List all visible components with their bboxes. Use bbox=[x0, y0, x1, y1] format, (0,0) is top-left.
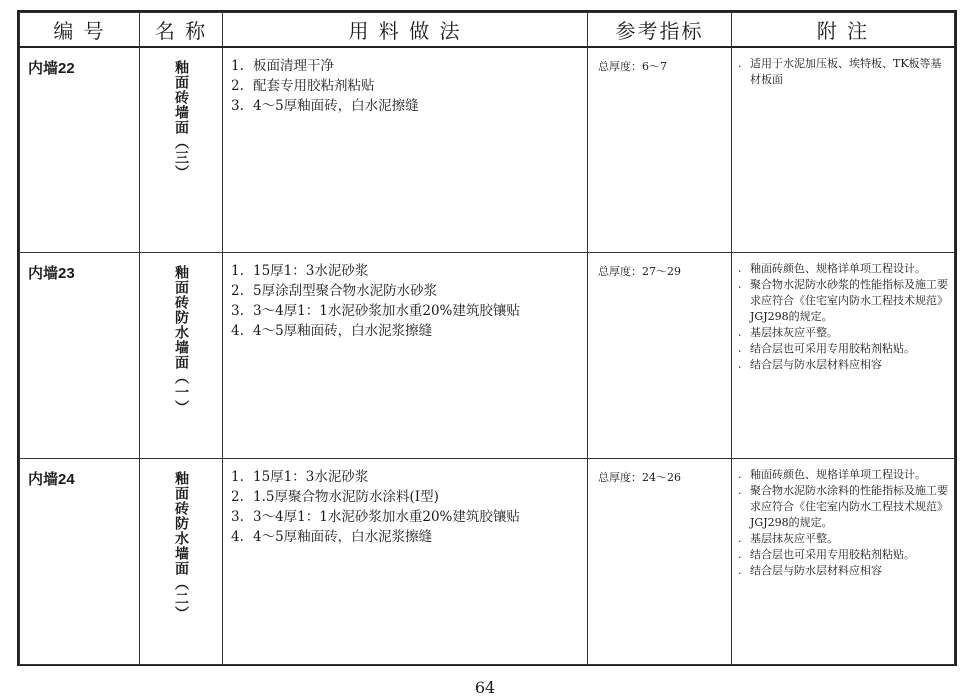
note-item: . 基层抹灰应平整。 bbox=[738, 326, 838, 339]
method-cell bbox=[223, 47, 588, 253]
header-notes: 附 注 bbox=[732, 13, 955, 47]
header-index: 参考指标 bbox=[588, 13, 732, 47]
note-item: . 结合层与防水层材料应相容 bbox=[738, 358, 882, 371]
note-item: . 聚合物水泥防水砂浆的性能指标及施工要求应符合《住宅室内防水工程技术规范》JGJ298的规定。 bbox=[738, 278, 948, 323]
note-item: . 适用于水泥加压板、埃特板、TK板等基材板面 bbox=[738, 56, 942, 86]
note-item: . 结合层也可采用专用胶粘剂粘贴。 bbox=[738, 548, 915, 561]
construction-spec-table bbox=[19, 12, 955, 665]
table-row bbox=[20, 47, 955, 253]
notes-cell bbox=[732, 459, 955, 665]
item-name-cell bbox=[140, 47, 223, 253]
total-thickness: 总厚度：24～26 bbox=[588, 459, 732, 665]
item-name: 釉面砖防水墙面（二） bbox=[173, 471, 189, 621]
item-name: 釉面砖墙面（三） bbox=[173, 59, 189, 180]
page-number: 64 bbox=[474, 678, 496, 697]
method-step: 3. 4～5厚釉面砖，白水泥擦缝 bbox=[231, 97, 419, 114]
item-code: 内墙23 bbox=[20, 253, 140, 459]
spec-sheet bbox=[17, 10, 957, 666]
note-item: . 聚合物水泥防水涂料的性能指标及施工要求应符合《住宅室内防水工程技术规范》JGJ298的规定。 bbox=[738, 484, 948, 529]
total-thickness: 总厚度：6～7 bbox=[588, 47, 732, 253]
method-step: 3. 3～4厚1：1水泥砂浆加水重20%建筑胶镶贴 bbox=[231, 509, 520, 525]
note-item: . 釉面砖颜色、规格详单项工程设计。 bbox=[738, 468, 926, 481]
item-code: 内墙24 bbox=[20, 459, 140, 665]
header-row bbox=[20, 13, 955, 47]
header-code: 编 号 bbox=[20, 13, 140, 47]
note-item: . 基层抹灰应平整。 bbox=[738, 532, 838, 545]
item-name-cell bbox=[140, 459, 223, 665]
note-item: . 结合层也可采用专用胶粘剂粘贴。 bbox=[738, 342, 915, 355]
method-step: 1. 15厚1：3水泥砂浆 bbox=[231, 469, 369, 485]
item-code: 内墙22 bbox=[20, 47, 140, 253]
table-row bbox=[20, 459, 955, 665]
method-step: 2. 1.5厚聚合物水泥防水涂料(Ⅰ型) bbox=[231, 489, 439, 505]
table-row bbox=[20, 253, 955, 459]
header-method: 用 料 做 法 bbox=[223, 13, 588, 47]
note-item: . 结合层与防水层材料应相容 bbox=[738, 564, 882, 577]
method-step: 4. 4～5厚釉面砖，白水泥浆擦缝 bbox=[231, 323, 433, 339]
method-step: 2. 配套专用胶粘剂粘贴 bbox=[231, 77, 375, 94]
method-cell bbox=[223, 253, 588, 459]
method-cell bbox=[223, 459, 588, 665]
method-step: 4. 4～5厚釉面砖，白水泥浆擦缝 bbox=[231, 529, 433, 545]
note-item: . 釉面砖颜色、规格详单项工程设计。 bbox=[738, 262, 926, 275]
method-step: 1. 板面清理干净 bbox=[231, 57, 334, 74]
method-step: 1. 15厚1：3水泥砂浆 bbox=[231, 263, 369, 279]
item-name-cell bbox=[140, 253, 223, 459]
method-step: 3. 3～4厚1：1水泥砂浆加水重20%建筑胶镶贴 bbox=[231, 303, 520, 319]
notes-cell bbox=[732, 47, 955, 253]
notes-cell bbox=[732, 253, 955, 459]
item-name: 釉面砖防水墙面（一） bbox=[173, 265, 189, 415]
header-name: 名 称 bbox=[140, 13, 223, 47]
total-thickness: 总厚度：27～29 bbox=[588, 253, 732, 459]
method-step: 2. 5厚涂刮型聚合物水泥防水砂浆 bbox=[231, 283, 438, 299]
